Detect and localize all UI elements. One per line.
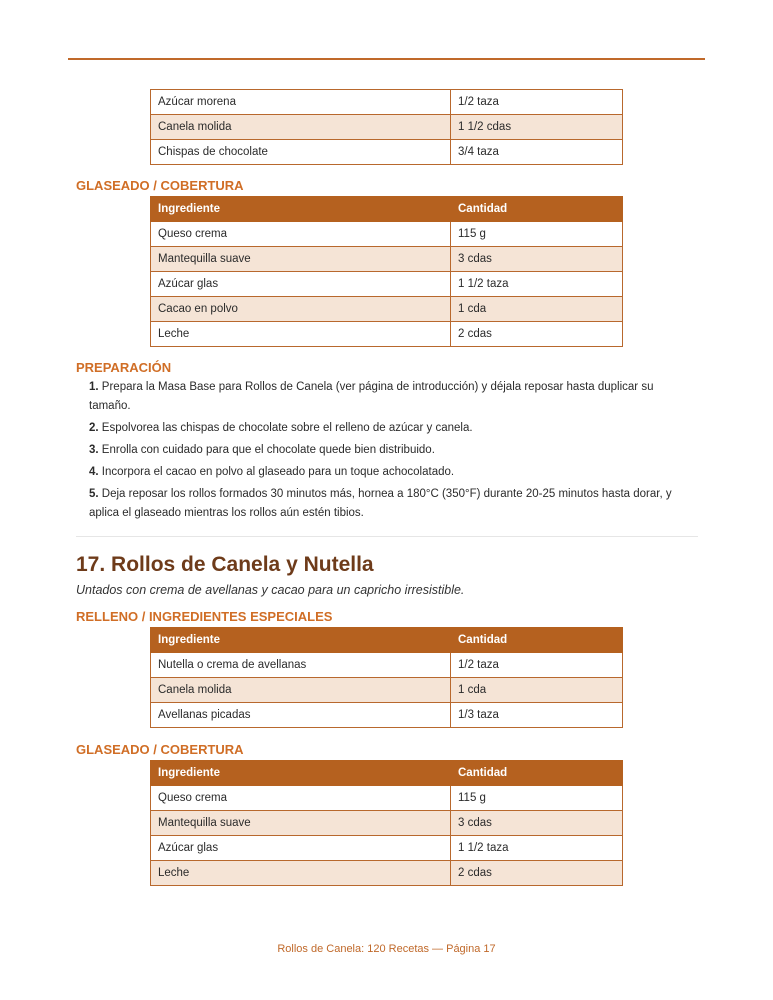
ingredient-cell: Leche [151, 322, 451, 347]
step-number: 5. [89, 488, 99, 500]
step-number: 2. [89, 422, 99, 434]
table-row [151, 247, 623, 272]
ingredient-header: Ingrediente [151, 761, 451, 786]
table-row [151, 297, 623, 322]
table-row [151, 653, 623, 678]
table-row [151, 90, 623, 115]
step-number: 1. [89, 381, 99, 393]
quantity-cell: 1 cda [451, 678, 623, 703]
glaze-heading: GLASEADO / COBERTURA [76, 178, 244, 193]
glaze-heading: GLASEADO / COBERTURA [76, 742, 244, 757]
table-row [151, 222, 623, 247]
quantity-cell: 3 cdas [451, 811, 623, 836]
step-text: Deja reposar los rollos formados 30 minutos más, hornea a 180°C (350°F) durante 20-25 minutos hasta dorar, y aplica el glaseado mientras los rollos aún estén tibios. [89, 488, 672, 519]
table-row [151, 322, 623, 347]
quantity-cell: 3/4 taza [451, 140, 623, 165]
step-item [89, 485, 698, 523]
step-text: Incorpora el cacao en polvo al glaseado para un toque achocolatado. [101, 466, 455, 478]
quantity-cell: 1 1/2 cdas [451, 115, 623, 140]
quantity-header: Cantidad [451, 761, 623, 786]
ingredient-cell: Chispas de chocolate [151, 140, 451, 165]
ingredient-cell: Queso crema [151, 786, 451, 811]
ingredient-cell: Queso crema [151, 222, 451, 247]
table-row [151, 703, 623, 728]
ingredient-cell: Canela molida [151, 115, 451, 140]
quantity-cell: 1/2 taza [451, 653, 623, 678]
page-footer: Rollos de Canela: 120 Recetas — Página 17 [277, 943, 496, 955]
table-row [151, 115, 623, 140]
quantity-cell: 1 1/2 taza [451, 272, 623, 297]
step-text: Enrolla con cuidado para que el chocolate quede bien distribuido. [101, 444, 435, 456]
quantity-cell: 1/3 taza [451, 703, 623, 728]
ingredient-cell: Nutella o crema de avellanas [151, 653, 451, 678]
ingredient-cell: Avellanas picadas [151, 703, 451, 728]
table-row [151, 861, 623, 886]
table-row [151, 678, 623, 703]
step-text: Prepara la Masa Base para Rollos de Canela (ver página de introducción) y déjala reposar hasta duplicar su tamaño. [89, 381, 654, 412]
quantity-cell: 3 cdas [451, 247, 623, 272]
top-rule [68, 58, 705, 60]
filling-heading: RELLENO / INGREDIENTES ESPECIALES [76, 609, 333, 624]
ingredient-cell: Cacao en polvo [151, 297, 451, 322]
ingredient-header: Ingrediente [151, 628, 451, 653]
step-item [89, 463, 698, 482]
ingredient-cell: Mantequilla suave [151, 811, 451, 836]
step-text: Espolvorea las chispas de chocolate sobre el relleno de azúcar y canela. [101, 422, 473, 434]
quantity-cell: 2 cdas [451, 861, 623, 886]
ingredient-cell: Canela molida [151, 678, 451, 703]
ingredient-cell: Azúcar glas [151, 836, 451, 861]
quantity-header: Cantidad [451, 197, 623, 222]
glaze-table [150, 196, 623, 347]
step-item [89, 419, 698, 438]
step-number: 4. [89, 466, 99, 478]
quantity-cell: 2 cdas [451, 322, 623, 347]
quantity-cell: 1/2 taza [451, 90, 623, 115]
step-number: 3. [89, 444, 99, 456]
quantity-cell: 1 1/2 taza [451, 836, 623, 861]
page-content [76, 89, 698, 886]
preparation-steps [76, 378, 698, 523]
ingredient-cell: Azúcar glas [151, 272, 451, 297]
ingredient-cell: Azúcar morena [151, 90, 451, 115]
table-row [151, 786, 623, 811]
recipe-subtitle: Untados con crema de avellanas y cacao para un capricho irresistible. [76, 583, 465, 597]
quantity-cell: 115 g [451, 786, 623, 811]
table-row [151, 811, 623, 836]
table-row [151, 836, 623, 861]
table-row [151, 272, 623, 297]
ingredient-header: Ingrediente [151, 197, 451, 222]
step-item [89, 441, 698, 460]
table-header-row [151, 628, 623, 653]
filling-table-continued [150, 89, 623, 165]
ingredient-cell: Mantequilla suave [151, 247, 451, 272]
glaze-table [150, 760, 623, 886]
quantity-cell: 1 cda [451, 297, 623, 322]
step-item [89, 378, 698, 416]
filling-table [150, 627, 623, 728]
ingredient-cell: Leche [151, 861, 451, 886]
table-header-row [151, 761, 623, 786]
table-header-row [151, 197, 623, 222]
recipe-title: 17. Rollos de Canela y Nutella [76, 553, 374, 576]
table-row [151, 140, 623, 165]
quantity-cell: 115 g [451, 222, 623, 247]
quantity-header: Cantidad [451, 628, 623, 653]
preparation-heading: PREPARACIÓN [76, 360, 172, 375]
